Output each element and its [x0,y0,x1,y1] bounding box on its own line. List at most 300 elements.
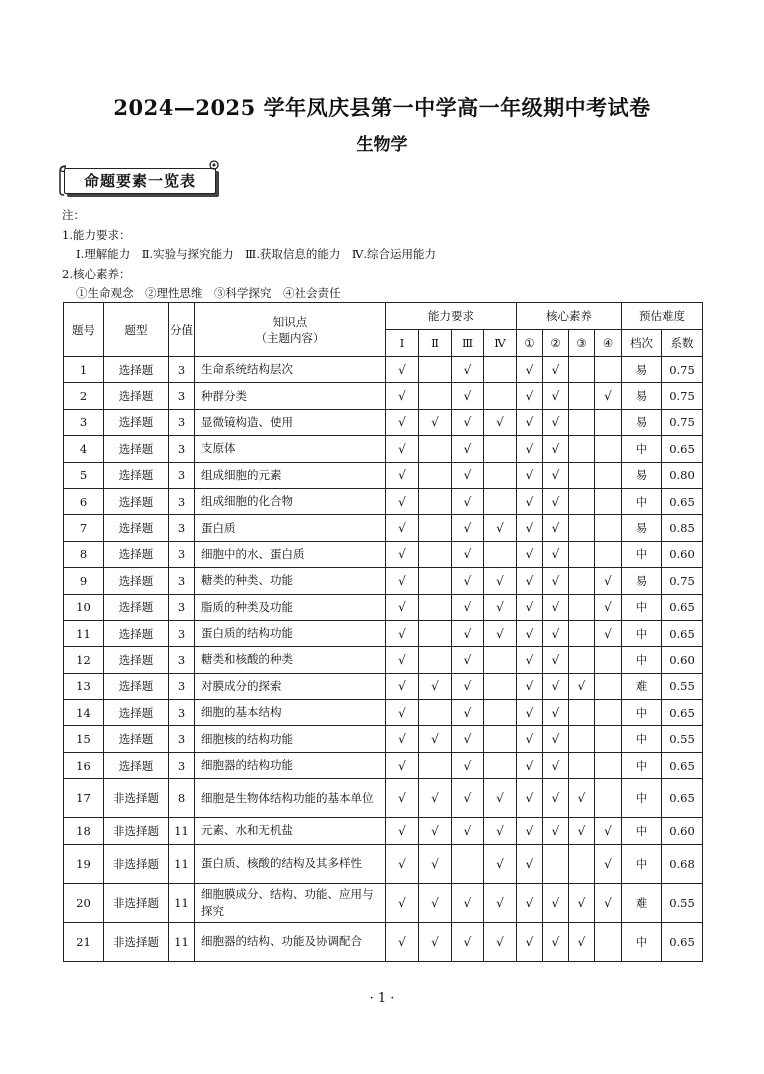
cell-ability [419,488,452,514]
cell-coefficient: 0.65 [662,922,703,961]
cell-knowledge: 糖类的种类、功能 [195,568,386,594]
cell-knowledge: 脂质的种类及功能 [195,594,386,620]
cell-literacy: √ [517,462,543,488]
cell-literacy: √ [543,726,569,752]
cell-num: 21 [64,922,104,961]
cell-ability: √ [386,883,419,922]
table-row [64,700,703,726]
cell-ability: √ [386,726,419,752]
cell-knowledge: 生命系统结构层次 [195,357,386,383]
cell-literacy [595,647,622,673]
header-literacy-col: ① [517,330,543,357]
cell-score: 3 [169,752,195,778]
header-knowledge-sub: （主题内容） [255,330,325,345]
cell-literacy: √ [543,883,569,922]
cell-ability: √ [386,568,419,594]
cell-level: 中 [622,922,662,961]
header-ability-col: Ⅳ [484,330,517,357]
cell-num: 8 [64,541,104,567]
cell-literacy [569,647,595,673]
cell-literacy [595,922,622,961]
cell-literacy [595,752,622,778]
cell-score: 3 [169,700,195,726]
cell-literacy [569,726,595,752]
cell-score: 3 [169,383,195,409]
cell-ability: √ [419,779,452,818]
cell-ability: √ [452,515,484,541]
cell-type: 非选择题 [104,818,169,844]
cell-coefficient: 0.65 [662,700,703,726]
cell-knowledge: 显微镜构造、使用 [195,409,386,435]
cell-ability [484,541,517,567]
header-literacy-col: ④ [595,330,622,357]
cell-level: 易 [622,515,662,541]
page-subtitle: 生物学 [356,135,408,155]
cell-literacy [569,357,595,383]
cell-type: 选择题 [104,488,169,514]
cell-ability [419,620,452,646]
cell-ability: √ [484,818,517,844]
cell-num: 19 [64,844,104,883]
cell-coefficient: 0.75 [662,357,703,383]
cell-ability [484,462,517,488]
cell-type: 选择题 [104,541,169,567]
cell-ability: √ [452,409,484,435]
cell-ability: √ [452,883,484,922]
cell-coefficient: 0.65 [662,594,703,620]
cell-num: 11 [64,620,104,646]
cell-literacy: √ [517,568,543,594]
cell-ability: √ [452,818,484,844]
table-row [64,462,703,488]
cell-ability: √ [452,462,484,488]
header-literacy: 核心素养 [517,303,622,330]
cell-score: 3 [169,515,195,541]
exam-elements-table [63,302,703,962]
cell-ability: √ [386,383,419,409]
cell-level: 难 [622,883,662,922]
cell-level: 中 [622,818,662,844]
cell-ability: √ [386,818,419,844]
cell-level: 中 [622,700,662,726]
table-row [64,922,703,961]
cell-literacy: √ [595,594,622,620]
cell-coefficient: 0.65 [662,752,703,778]
cell-ability [419,752,452,778]
cell-ability [484,726,517,752]
cell-coefficient: 0.60 [662,818,703,844]
cell-literacy: √ [517,357,543,383]
cell-literacy [543,844,569,883]
cell-score: 3 [169,541,195,567]
cell-literacy: √ [543,594,569,620]
literacy-items: ①生命观念 ②理性思维 ③科学探究 ④社会责任 [76,286,341,300]
cell-literacy: √ [543,515,569,541]
cell-literacy [569,383,595,409]
cell-num: 14 [64,700,104,726]
cell-coefficient: 0.55 [662,883,703,922]
cell-ability: √ [452,620,484,646]
cell-score: 3 [169,726,195,752]
cell-ability [419,462,452,488]
cell-ability: √ [386,462,419,488]
cell-knowledge: 细胞器的结构、功能及协调配合 [195,922,386,961]
cell-level: 难 [622,673,662,699]
table-row [64,436,703,462]
cell-ability: √ [419,726,452,752]
cell-level: 中 [622,620,662,646]
cell-level: 中 [622,779,662,818]
cell-score: 11 [169,922,195,961]
cell-literacy: √ [517,700,543,726]
cell-ability [419,383,452,409]
cell-knowledge: 组成细胞的元素 [195,462,386,488]
cell-ability [484,488,517,514]
cell-literacy: √ [543,673,569,699]
cell-literacy: √ [517,647,543,673]
cell-ability: √ [386,409,419,435]
cell-level: 易 [622,462,662,488]
cell-ability: √ [452,488,484,514]
cell-literacy: √ [517,594,543,620]
cell-type: 选择题 [104,436,169,462]
ability-title: 1.能力要求： [62,227,131,242]
cell-type: 选择题 [104,620,169,646]
cell-level: 中 [622,647,662,673]
cell-literacy: √ [569,922,595,961]
cell-ability: √ [484,844,517,883]
cell-literacy: √ [517,436,543,462]
table-row [64,818,703,844]
cell-literacy: √ [543,700,569,726]
cell-score: 3 [169,673,195,699]
table-row [64,357,703,383]
cell-score: 3 [169,620,195,646]
cell-level: 中 [622,436,662,462]
cell-literacy: √ [517,515,543,541]
header-difficulty-col: 系数 [662,330,703,357]
notes-label: 注： [62,208,85,222]
cell-ability [484,700,517,726]
cell-literacy: √ [517,409,543,435]
cell-ability: √ [484,883,517,922]
cell-knowledge: 组成细胞的化合物 [195,488,386,514]
header-literacy-col: ③ [569,330,595,357]
cell-score: 11 [169,818,195,844]
cell-literacy: √ [543,922,569,961]
cell-num: 4 [64,436,104,462]
cell-coefficient: 0.60 [662,647,703,673]
header-ability: 能力要求 [386,303,517,330]
cell-ability: √ [386,844,419,883]
table-row [64,620,703,646]
table-row [64,409,703,435]
table-row [64,726,703,752]
table-row [64,594,703,620]
cell-ability [484,383,517,409]
cell-literacy: √ [517,922,543,961]
cell-ability: √ [484,409,517,435]
cell-ability: √ [386,752,419,778]
cell-coefficient: 0.85 [662,515,703,541]
page-number: · 1 · [369,991,395,1006]
cell-level: 易 [622,383,662,409]
table-row [64,673,703,699]
cell-num: 10 [64,594,104,620]
cell-literacy: √ [517,673,543,699]
cell-literacy: √ [595,883,622,922]
cell-ability: √ [484,922,517,961]
cell-ability [419,568,452,594]
cell-ability: √ [419,844,452,883]
cell-literacy: √ [543,568,569,594]
cell-knowledge: 蛋白质、核酸的结构及其多样性 [195,844,386,883]
cell-ability [484,436,517,462]
cell-literacy [569,594,595,620]
header-knowledge [195,303,386,357]
cell-ability: √ [484,620,517,646]
cell-ability: √ [452,700,484,726]
cell-score: 3 [169,488,195,514]
cell-literacy [595,462,622,488]
cell-ability [419,700,452,726]
scroll-end-icon [208,158,220,172]
header-knowledge-main: 知识点 [272,314,308,329]
cell-literacy: √ [517,726,543,752]
cell-ability: √ [386,357,419,383]
cell-knowledge: 细胞是生物体结构功能的基本单位 [195,779,386,818]
header-difficulty-col: 档次 [622,330,662,357]
header-ability-col: Ⅱ [419,330,452,357]
cell-knowledge: 蛋白质的结构功能 [195,620,386,646]
cell-num: 5 [64,462,104,488]
cell-ability: √ [419,673,452,699]
cell-ability: √ [452,922,484,961]
cell-type: 选择题 [104,462,169,488]
cell-ability: √ [386,673,419,699]
cell-literacy [595,541,622,567]
cell-literacy: √ [517,541,543,567]
cell-level: 中 [622,752,662,778]
cell-literacy: √ [517,752,543,778]
cell-knowledge: 种群分类 [195,383,386,409]
ability-items: Ⅰ.理解能力 Ⅱ.实验与探究能力 Ⅲ.获取信息的能力 Ⅳ.综合运用能力 [76,247,437,261]
cell-score: 3 [169,357,195,383]
header-literacy-col: ② [543,330,569,357]
cell-ability [419,647,452,673]
table-row [64,515,703,541]
cell-literacy [595,409,622,435]
cell-literacy: √ [517,818,543,844]
cell-coefficient: 0.60 [662,541,703,567]
cell-ability: √ [484,779,517,818]
cell-ability: √ [452,647,484,673]
cell-literacy: √ [569,779,595,818]
cell-ability: √ [484,515,517,541]
table-row [64,844,703,883]
cell-literacy: √ [543,436,569,462]
literacy-title: 2.核心素养： [62,266,131,281]
cell-literacy: √ [543,357,569,383]
header-difficulty: 预估难度 [622,303,703,330]
cell-literacy: √ [569,673,595,699]
cell-literacy: √ [595,568,622,594]
cell-knowledge: 细胞核的结构功能 [195,726,386,752]
cell-ability: √ [386,620,419,646]
cell-literacy [569,844,595,883]
cell-coefficient: 0.75 [662,409,703,435]
table-row [64,541,703,567]
header-type: 题型 [104,303,169,357]
cell-literacy [569,700,595,726]
cell-literacy: √ [543,409,569,435]
cell-type: 非选择题 [104,779,169,818]
cell-level: 易 [622,357,662,383]
cell-literacy: √ [517,383,543,409]
cell-literacy: √ [595,844,622,883]
cell-ability [419,357,452,383]
cell-literacy [569,409,595,435]
cell-ability: √ [452,568,484,594]
cell-num: 7 [64,515,104,541]
cell-num: 13 [64,673,104,699]
cell-literacy: √ [543,620,569,646]
cell-type: 选择题 [104,357,169,383]
cell-ability [484,752,517,778]
cell-literacy [595,726,622,752]
cell-num: 17 [64,779,104,818]
cell-ability: √ [386,436,419,462]
cell-literacy [569,568,595,594]
cell-num: 3 [64,409,104,435]
cell-literacy: √ [517,488,543,514]
table-row [64,752,703,778]
cell-ability: √ [419,883,452,922]
cell-knowledge: 细胞中的水、蛋白质 [195,541,386,567]
cell-num: 6 [64,488,104,514]
cell-coefficient: 0.75 [662,568,703,594]
cell-literacy: √ [543,818,569,844]
cell-literacy [595,515,622,541]
cell-knowledge: 支原体 [195,436,386,462]
table-row [64,488,703,514]
cell-literacy: √ [543,541,569,567]
cell-ability: √ [484,568,517,594]
section-banner [58,162,216,196]
cell-literacy [595,673,622,699]
banner-text: 命题要素一览表 [83,172,196,190]
cell-ability: √ [386,647,419,673]
cell-score: 3 [169,568,195,594]
cell-num: 9 [64,568,104,594]
cell-level: 中 [622,726,662,752]
cell-type: 选择题 [104,594,169,620]
cell-literacy: √ [517,779,543,818]
cell-type: 非选择题 [104,883,169,922]
table-body [64,357,703,962]
cell-coefficient: 0.65 [662,436,703,462]
cell-score: 8 [169,779,195,818]
cell-ability: √ [452,383,484,409]
cell-ability: √ [386,779,419,818]
cell-literacy [569,436,595,462]
cell-ability: √ [386,515,419,541]
cell-num: 16 [64,752,104,778]
cell-num: 1 [64,357,104,383]
cell-ability: √ [452,726,484,752]
cell-level: 易 [622,568,662,594]
cell-ability: √ [419,409,452,435]
cell-coefficient: 0.55 [662,673,703,699]
cell-ability [419,594,452,620]
cell-ability [419,541,452,567]
header-score: 分值 [169,303,195,357]
cell-ability: √ [419,818,452,844]
cell-ability: √ [452,436,484,462]
cell-level: 中 [622,844,662,883]
cell-ability: √ [386,700,419,726]
cell-ability [484,673,517,699]
cell-score: 11 [169,883,195,922]
cell-num: 15 [64,726,104,752]
cell-type: 非选择题 [104,844,169,883]
notes-section [62,206,436,304]
cell-coefficient: 0.65 [662,779,703,818]
table-row [64,568,703,594]
cell-literacy [595,700,622,726]
cell-type: 选择题 [104,752,169,778]
cell-literacy: √ [595,620,622,646]
cell-type: 选择题 [104,409,169,435]
cell-num: 12 [64,647,104,673]
cell-ability [484,647,517,673]
cell-literacy [569,515,595,541]
cell-coefficient: 0.65 [662,620,703,646]
cell-ability: √ [386,594,419,620]
cell-knowledge: 糖类和核酸的种类 [195,647,386,673]
cell-score: 11 [169,844,195,883]
page-title: 2024—2025 学年凤庆县第一中学高一年级期中考试卷 [113,95,651,120]
cell-ability: √ [452,357,484,383]
cell-literacy [595,357,622,383]
table-row [64,883,703,922]
cell-literacy: √ [595,818,622,844]
cell-knowledge: 细胞膜成分、结构、功能、应用与探究 [195,883,386,922]
cell-literacy [595,488,622,514]
cell-score: 3 [169,436,195,462]
cell-score: 3 [169,647,195,673]
cell-literacy: √ [543,779,569,818]
cell-literacy [569,541,595,567]
cell-ability: √ [452,752,484,778]
table-row [64,647,703,673]
cell-literacy: √ [543,752,569,778]
cell-knowledge: 对膜成分的探索 [195,673,386,699]
cell-type: 非选择题 [104,922,169,961]
cell-level: 中 [622,541,662,567]
cell-literacy [595,779,622,818]
cell-coefficient: 0.80 [662,462,703,488]
cell-num: 20 [64,883,104,922]
cell-ability: √ [484,594,517,620]
cell-literacy: √ [569,883,595,922]
cell-type: 选择题 [104,515,169,541]
cell-ability [484,357,517,383]
table-row [64,779,703,818]
cell-ability: √ [452,594,484,620]
cell-literacy [595,436,622,462]
cell-literacy: √ [595,383,622,409]
